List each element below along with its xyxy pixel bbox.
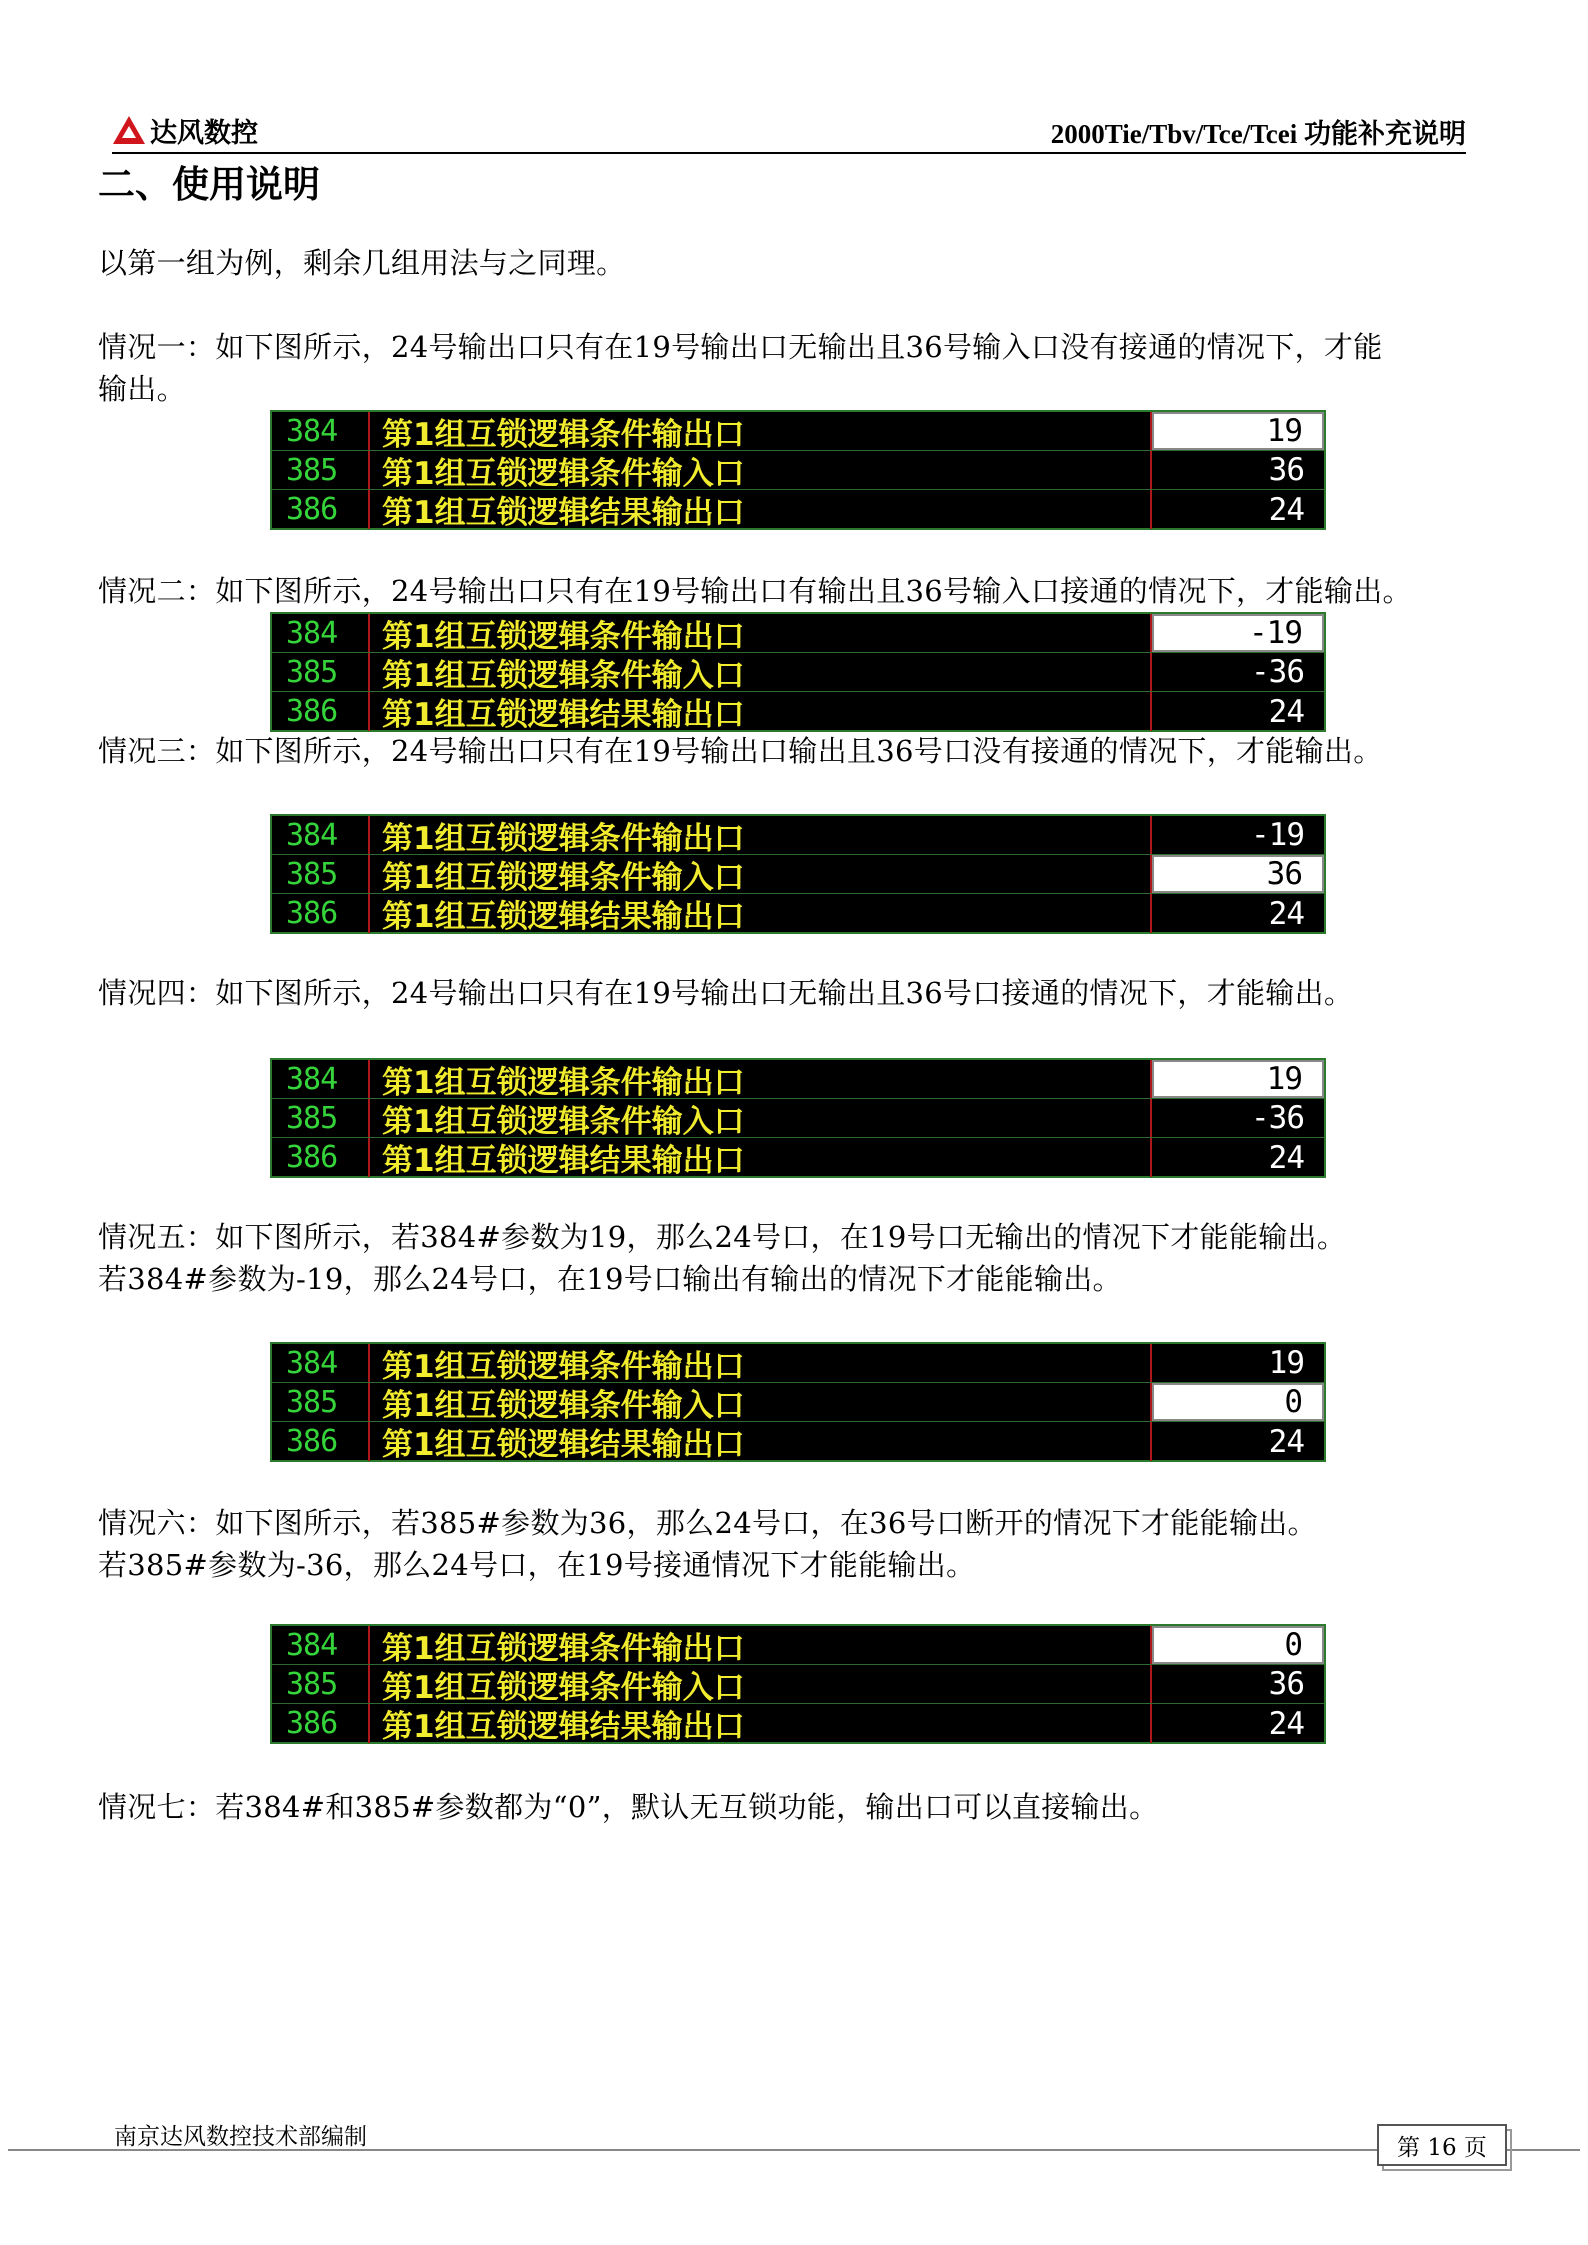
param-number: 385 — [286, 856, 338, 892]
page-number: 第 16 页 — [1377, 2124, 1507, 2166]
logo-text: 达风数控 — [150, 117, 258, 149]
param-row — [272, 894, 1324, 933]
param-row — [272, 692, 1324, 731]
param-number: 385 — [286, 654, 338, 690]
param-value[interactable]: 24 — [1268, 491, 1304, 528]
param-row — [272, 1099, 1324, 1138]
param-value-selected[interactable]: 0 — [1152, 1383, 1324, 1421]
param-value[interactable]: -19 — [1251, 817, 1304, 853]
param-row — [272, 653, 1324, 692]
document-title: 2000Tie/Tbv/Tce/Tcei 功能补充说明 — [1050, 119, 1466, 149]
param-row — [272, 1060, 1324, 1099]
param-number: 385 — [286, 1384, 338, 1420]
param-row — [272, 1704, 1324, 1743]
case-1-text: 情况一：如下图所示，24号输出口只有在19号输出口无输出且36号输入口没有接通的情况下，才能 输出。 — [98, 330, 1383, 406]
param-name: 第1组互锁逻辑条件输入口 — [382, 859, 745, 896]
param-name: 第1组互锁逻辑结果输出口 — [382, 1143, 745, 1179]
param-number: 384 — [286, 1627, 338, 1663]
param-value-selected[interactable]: -19 — [1152, 614, 1324, 652]
param-number: 386 — [286, 1706, 338, 1741]
case-3-text: 情况三：如下图所示，24号输出口只有在19号输出口输出且36号口没有接通的情况下，才能输出。 — [98, 734, 1383, 768]
param-name: 第1组互锁逻辑条件输入口 — [382, 1103, 745, 1140]
param-name: 第1组互锁逻辑结果输出口 — [382, 1709, 745, 1745]
param-name: 第1组互锁逻辑条件输入口 — [382, 1669, 745, 1706]
param-number: 386 — [286, 896, 338, 931]
param-number: 386 — [286, 694, 338, 729]
param-name: 第1组互锁逻辑条件输入口 — [382, 1387, 745, 1424]
param-row — [272, 855, 1324, 894]
param-row — [272, 1422, 1324, 1461]
param-name: 第1组互锁逻辑条件输出口 — [382, 618, 745, 655]
param-value[interactable]: 24 — [1268, 1705, 1304, 1742]
param-value[interactable]: 24 — [1268, 895, 1304, 932]
param-panel-case-5 — [270, 1342, 1326, 1462]
param-row — [272, 1626, 1324, 1665]
param-value[interactable]: 24 — [1268, 1139, 1304, 1176]
param-row — [272, 1665, 1324, 1704]
param-panel-case-2 — [270, 612, 1326, 732]
param-value-selected[interactable]: 19 — [1152, 412, 1324, 450]
case-2-text: 情况二：如下图所示，24号输出口只有在19号输出口有输出且36号输入口接通的情况下，才能输出。 — [98, 574, 1412, 608]
param-row — [272, 1344, 1324, 1383]
param-row — [272, 1138, 1324, 1177]
param-name: 第1组互锁逻辑结果输出口 — [382, 1427, 745, 1463]
param-value[interactable]: 24 — [1268, 693, 1304, 730]
param-name: 第1组互锁逻辑结果输出口 — [382, 495, 745, 531]
case-7-text: 情况七：若384#和385#参数都为“0”，默认无互锁功能，输出口可以直接输出。 — [98, 1790, 1159, 1824]
param-value[interactable]: -36 — [1251, 1100, 1304, 1136]
param-number: 386 — [286, 1140, 338, 1175]
param-name: 第1组互锁逻辑条件输出口 — [382, 1064, 745, 1101]
param-panel-case-3 — [270, 814, 1326, 934]
section-title: 二、使用说明 — [98, 163, 320, 206]
param-row — [272, 614, 1324, 653]
param-number: 384 — [286, 615, 338, 651]
param-value-selected[interactable]: 19 — [1152, 1060, 1324, 1098]
footer-editor: 南京达风数控技术部编制 — [114, 2124, 367, 2150]
param-value-selected[interactable]: 0 — [1152, 1626, 1324, 1664]
param-name: 第1组互锁逻辑条件输入口 — [382, 455, 745, 492]
param-panel-case-1 — [270, 410, 1326, 530]
param-number: 384 — [286, 1345, 338, 1381]
param-name: 第1组互锁逻辑条件输出口 — [382, 1348, 745, 1385]
param-value[interactable]: 24 — [1268, 1423, 1304, 1460]
param-value[interactable]: 36 — [1268, 452, 1304, 488]
param-number: 384 — [286, 817, 338, 853]
param-value[interactable]: -36 — [1251, 654, 1304, 690]
case-5-text: 情况五：如下图所示，若384#参数为19，那么24号口，在19号口无输出的情况下才能能输出。 若384#参数为-19，那么24号口，在19号口输出有输出的情况下才能能输出。 — [98, 1220, 1347, 1296]
param-value[interactable]: 36 — [1268, 1666, 1304, 1702]
param-row — [272, 490, 1324, 529]
logo-triangle-icon — [112, 115, 146, 145]
param-number: 385 — [286, 1100, 338, 1136]
param-row — [272, 816, 1324, 855]
param-panel-case-4 — [270, 1058, 1326, 1178]
param-number: 384 — [286, 1061, 338, 1097]
param-number: 385 — [286, 1666, 338, 1702]
param-number: 386 — [286, 1424, 338, 1459]
param-name: 第1组互锁逻辑结果输出口 — [382, 697, 745, 733]
param-row — [272, 412, 1324, 451]
param-name: 第1组互锁逻辑条件输出口 — [382, 1630, 745, 1667]
case-6-text: 情况六：如下图所示，若385#参数为36，那么24号口，在36号口断开的情况下才能能输出。 若385#参数为-36，那么24号口，在19号接通情况下才能能输出。 — [98, 1506, 1317, 1582]
param-value-selected[interactable]: 36 — [1152, 855, 1324, 893]
case-4-text: 情况四：如下图所示，24号输出口只有在19号输出口无输出且36号口接通的情况下，才能输出。 — [98, 976, 1354, 1010]
param-number: 384 — [286, 413, 338, 449]
param-name: 第1组互锁逻辑条件输出口 — [382, 820, 745, 857]
footer-divider — [8, 2149, 1580, 2151]
param-value[interactable]: 19 — [1268, 1345, 1304, 1381]
param-row — [272, 1383, 1324, 1422]
param-panel-case-6 — [270, 1624, 1326, 1744]
param-row — [272, 451, 1324, 490]
param-number: 385 — [286, 452, 338, 488]
company-logo — [112, 110, 258, 150]
param-name: 第1组互锁逻辑结果输出口 — [382, 899, 745, 935]
param-name: 第1组互锁逻辑条件输入口 — [382, 657, 745, 694]
param-name: 第1组互锁逻辑条件输出口 — [382, 416, 745, 453]
param-number: 386 — [286, 492, 338, 527]
intro-paragraph: 以第一组为例，剩余几组用法与之同理。 — [98, 246, 626, 280]
